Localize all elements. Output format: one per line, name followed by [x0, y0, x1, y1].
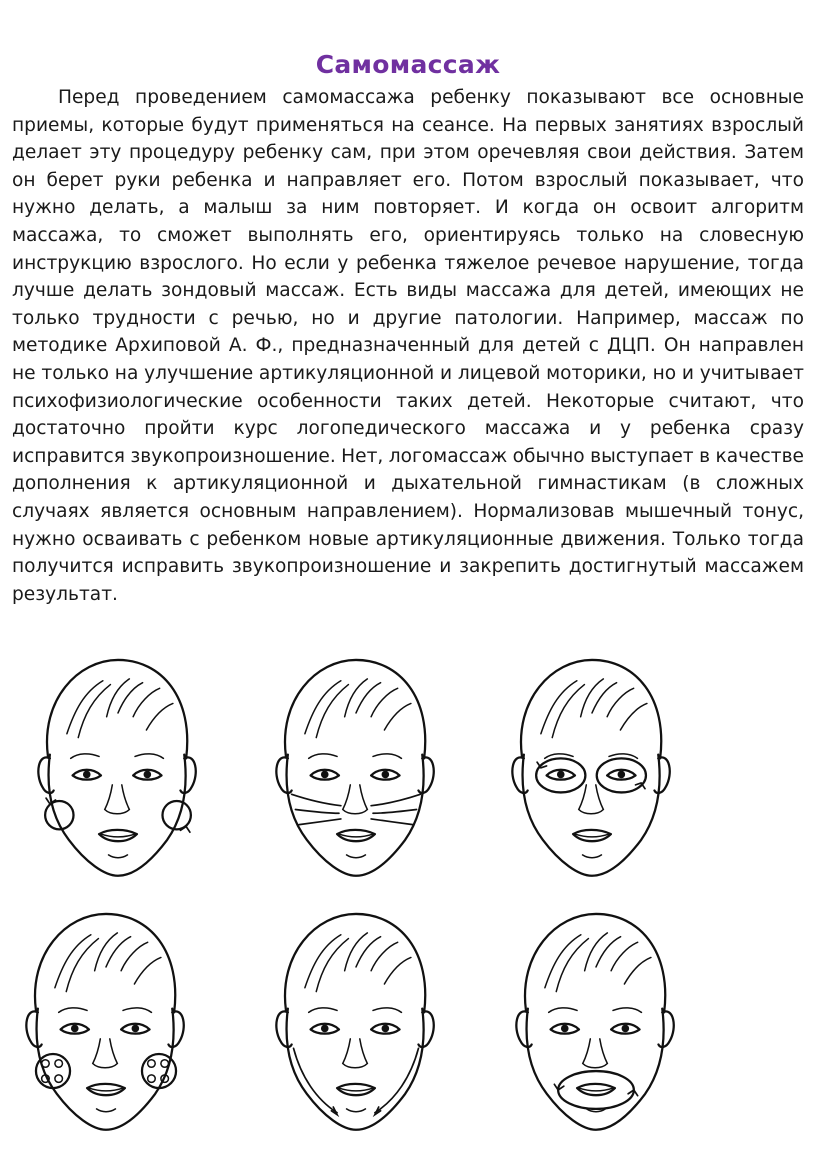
face-lip-circle-icon [490, 890, 702, 1148]
face-eye-circles-icon [486, 636, 698, 894]
face-drawing [250, 636, 462, 894]
face-cheek-circles-icon [12, 636, 224, 894]
massage-illustrations [0, 628, 816, 1158]
face-drawing [12, 636, 224, 894]
face-jaw-strokes-icon [250, 890, 462, 1148]
body-paragraph: Перед проведением самомассажа ребенку показывают все основные приемы, которые будут применяться на сеансе. На первых занятиях взрослый делает эту процедуру ребенку сам, при этом оречевляя свои действия. Затем он берет руки ребенка и направляет его. Потом взрослый показывает, что нужно делать, а малыш за ним повторяет. И когда он освоит алгоритм массажа, то сможет выполнять его, ориентируясь только на словесную инструкцию взрослого. Но если у ребенка тяжелое речевое нарушение, тогда лучше делать зондовый массаж. Есть виды массажа для детей, имеющих не только трудности с речью, но и другие патологии. Например, массаж по методике Архиповой А. Ф., предназначенный для детей с ДЦП. Он направлен не только на улучшение артикуляционной и лицевой моторики, но и учитывает психофизиологические особенности таких детей. Некоторые считают, что достаточно пройти курс логопедического массажа и у ребенка сразу исправится звукопроизношение. Нет, логомассаж обычно выступает в качестве дополнения к артикуляционной и дыхательной гимнастикам (в сложных случаях является основным направлением). Нормализовав мышечный тонус, нужно осваивать с ребенком новые артикуляционные движения. Только тогда получится исправить звукопроизношение и закрепить достигнутый массажем результат. [12, 87, 804, 605]
face-drawing [486, 636, 698, 894]
face-drawing [0, 890, 212, 1148]
page-title: Самомассаж [315, 50, 501, 79]
face-cheek-spirals-icon [0, 890, 212, 1148]
face-cheek-strokes-icon [250, 636, 462, 894]
face-drawing [250, 890, 462, 1148]
face-drawing [490, 890, 702, 1148]
